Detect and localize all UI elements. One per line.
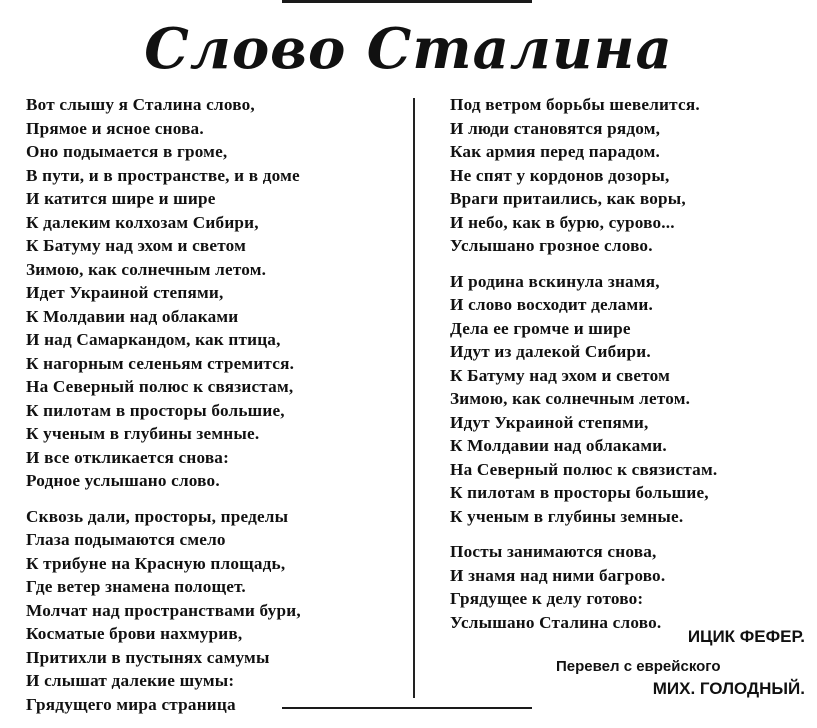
poem-line: Идет Украиной степями,	[26, 283, 224, 302]
poem-line: Сквозь дали, просторы, пределы	[26, 506, 289, 526]
poem-line: Оно подымается в громе,	[26, 142, 228, 161]
poem-line: Прямое и ясное снова.	[26, 118, 204, 138]
poem-line: К Молдавии над облаками	[26, 306, 239, 326]
left-column	[26, 93, 396, 728]
stanza	[26, 505, 396, 717]
poem-line: К Батуму над эхом и светом	[450, 365, 671, 385]
translated-label: Перевел с еврейского	[556, 658, 721, 675]
poem-line: Враги притаились, как воры,	[450, 189, 686, 208]
poem-line: К трибуне на Красную площадь,	[26, 553, 286, 573]
poem-line: Как армия перед парадом.	[450, 142, 661, 161]
poem-line: И над Самаркандом, как птица,	[26, 330, 281, 349]
poem-line: И катится шире и шире	[26, 189, 216, 208]
poem-line: И родина вскинула знамя,	[450, 271, 660, 291]
author-name: ИЦИК ФЕФЕР.	[687, 627, 805, 646]
poem-line: К нагорным селеньям стремится.	[26, 353, 295, 373]
poem-line: И слышат далекие шумы:	[26, 671, 235, 690]
poem-line: К Батуму над эхом и светом	[26, 236, 247, 255]
poem-line: В пути, и в пространстве, и в доме	[26, 165, 300, 185]
right-column	[450, 93, 805, 646]
poem-line: Посты занимаются снова,	[450, 542, 657, 561]
poem-line: Где ветер знамена полощет.	[26, 577, 246, 596]
poem-line: Молчат над пространствами бури,	[26, 600, 301, 620]
poem-line: Косматые брови нахмурив,	[26, 624, 243, 643]
poem-line: Под ветром борьбы шевелится.	[450, 95, 700, 114]
poem-line: И знамя над ними багрово.	[450, 565, 666, 585]
poem-line: К Молдавии над облаками.	[450, 436, 667, 455]
poem-line: Грядущее к делу готово:	[450, 589, 644, 608]
stanza	[26, 93, 396, 493]
poem-line: Услышано Сталина слово.	[450, 612, 662, 632]
poem-line: Услышано грозное слово.	[450, 236, 653, 255]
poem-line: Глаза подымаются смело	[26, 530, 226, 549]
poem-line: К ученым в глубины земные.	[450, 506, 684, 526]
poem-line: И люди становятся рядом,	[450, 118, 661, 138]
poem-line: Грядущего мира страница	[26, 694, 236, 714]
poem-line: На Северный полюс к связистам.	[450, 459, 718, 479]
poem-line: К далеким колхозам Сибири,	[26, 212, 259, 232]
poem-line: К пилотам в просторы большие,	[450, 483, 709, 502]
poem-line: И небо, как в бурю, сурово...	[450, 212, 675, 232]
poem-line: И все откликается снова:	[26, 447, 230, 467]
poem-line: Не спят у кордонов дозоры,	[450, 165, 670, 185]
poem-line: Идут Украиной степями,	[450, 412, 649, 432]
poem-line: Родное услышано слово.	[26, 471, 220, 490]
poem-line: Зимою, как солнечным летом.	[450, 389, 691, 408]
top-rule	[282, 0, 532, 3]
poem-line: К ученым в глубины земные.	[26, 424, 260, 443]
stanza	[450, 540, 805, 634]
poem-line: К пилотам в просторы большие,	[26, 400, 285, 420]
stanza	[450, 93, 805, 258]
bottom-rule	[282, 707, 532, 709]
poem-line: Зимою, как солнечным летом.	[26, 259, 267, 279]
column-divider	[413, 98, 415, 698]
poem-line: Притихли в пустынях самумы	[26, 647, 270, 667]
poem-line: На Северный полюс к связистам,	[26, 377, 294, 396]
stanza	[450, 270, 805, 529]
translator-name: МИХ. ГОЛОДНЫЙ.	[652, 679, 805, 698]
poem-line: Дела ее громче и шире	[450, 318, 631, 338]
poem-title: Слово Сталина	[144, 16, 673, 82]
poem-line: Идут из далекой Сибири.	[450, 342, 651, 361]
poem-line: И слово восходит делами.	[450, 295, 653, 314]
poem-line: Вот слышу я Сталина слово,	[26, 95, 255, 114]
